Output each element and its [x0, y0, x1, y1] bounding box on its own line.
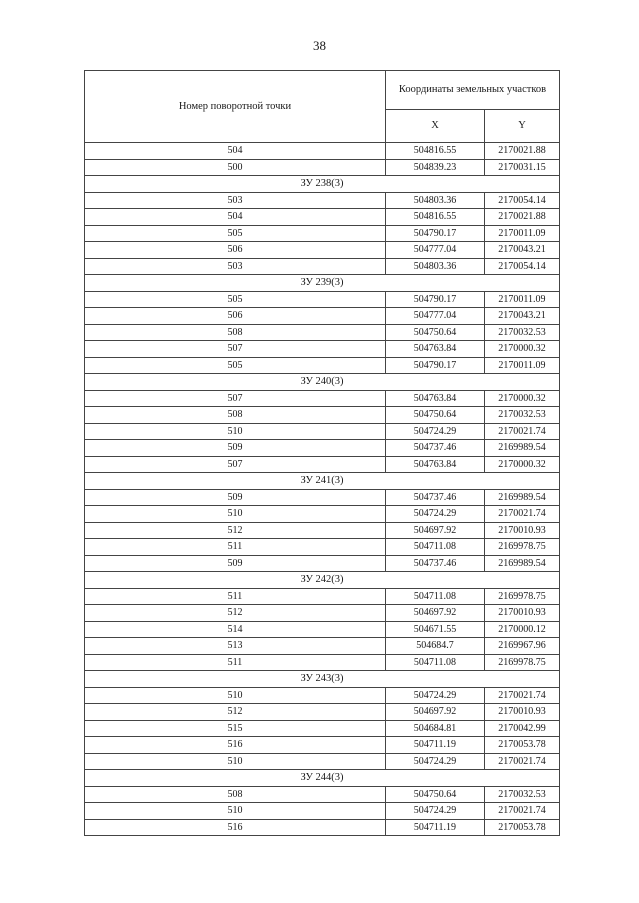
point-number-cell: 510	[85, 506, 386, 523]
point-number-cell: 510	[85, 803, 386, 820]
point-number-cell: 508	[85, 786, 386, 803]
table-row	[85, 605, 560, 622]
point-number-cell: 509	[85, 440, 386, 457]
group-label: ЗУ 240(3)	[85, 374, 560, 391]
y-coordinate-cell: 2170021.74	[485, 753, 560, 770]
header-coordinates: Координаты земельных участков	[386, 71, 560, 110]
x-coordinate-cell: 504724.29	[386, 687, 485, 704]
y-coordinate-cell: 2170000.12	[485, 621, 560, 638]
y-coordinate-cell: 2170021.88	[485, 143, 560, 160]
y-coordinate-cell: 2170021.74	[485, 423, 560, 440]
table-row	[85, 242, 560, 259]
table-row	[85, 143, 560, 160]
x-coordinate-cell: 504737.46	[386, 555, 485, 572]
y-coordinate-cell: 2170054.14	[485, 258, 560, 275]
table-row	[85, 506, 560, 523]
point-number-cell: 514	[85, 621, 386, 638]
y-coordinate-cell: 2170011.09	[485, 225, 560, 242]
group-row	[85, 770, 560, 787]
point-number-cell: 511	[85, 539, 386, 556]
x-coordinate-cell: 504790.17	[386, 291, 485, 308]
x-coordinate-cell: 504750.64	[386, 324, 485, 341]
table-row	[85, 209, 560, 226]
group-row	[85, 572, 560, 589]
group-label: ЗУ 242(3)	[85, 572, 560, 589]
point-number-cell: 509	[85, 555, 386, 572]
point-number-cell: 512	[85, 605, 386, 622]
x-coordinate-cell: 504684.7	[386, 638, 485, 655]
table-row	[85, 159, 560, 176]
y-coordinate-cell: 2170032.53	[485, 407, 560, 424]
y-coordinate-cell: 2170010.93	[485, 704, 560, 721]
point-number-cell: 510	[85, 423, 386, 440]
y-coordinate-cell: 2170000.32	[485, 456, 560, 473]
x-coordinate-cell: 504697.92	[386, 522, 485, 539]
table-row	[85, 539, 560, 556]
point-number-cell: 507	[85, 456, 386, 473]
table-row	[85, 786, 560, 803]
y-coordinate-cell: 2170053.78	[485, 819, 560, 836]
x-coordinate-cell: 504684.81	[386, 720, 485, 737]
x-coordinate-cell: 504763.84	[386, 341, 485, 358]
table-row	[85, 192, 560, 209]
table-row	[85, 803, 560, 820]
y-coordinate-cell: 2169989.54	[485, 440, 560, 457]
point-number-cell: 505	[85, 225, 386, 242]
x-coordinate-cell: 504803.36	[386, 258, 485, 275]
table-row	[85, 291, 560, 308]
x-coordinate-cell: 504711.08	[386, 588, 485, 605]
table-row	[85, 440, 560, 457]
x-coordinate-cell: 504790.17	[386, 225, 485, 242]
table-header	[85, 71, 560, 143]
point-number-cell: 511	[85, 588, 386, 605]
y-coordinate-cell: 2170032.53	[485, 786, 560, 803]
y-coordinate-cell: 2169978.75	[485, 588, 560, 605]
x-coordinate-cell: 504724.29	[386, 506, 485, 523]
table-row	[85, 423, 560, 440]
table-row	[85, 638, 560, 655]
table-row	[85, 341, 560, 358]
table-row	[85, 555, 560, 572]
x-coordinate-cell: 504697.92	[386, 605, 485, 622]
header-point-number: Номер поворотной точки	[85, 71, 386, 143]
table-row	[85, 819, 560, 836]
x-coordinate-cell: 504671.55	[386, 621, 485, 638]
group-row	[85, 176, 560, 193]
group-row	[85, 374, 560, 391]
x-coordinate-cell: 504697.92	[386, 704, 485, 721]
y-coordinate-cell: 2169967.96	[485, 638, 560, 655]
table-row	[85, 456, 560, 473]
group-label: ЗУ 238(3)	[85, 176, 560, 193]
y-coordinate-cell: 2170021.74	[485, 506, 560, 523]
table-row	[85, 737, 560, 754]
y-coordinate-cell: 2170011.09	[485, 291, 560, 308]
x-coordinate-cell: 504711.08	[386, 539, 485, 556]
point-number-cell: 506	[85, 308, 386, 325]
table-row	[85, 621, 560, 638]
point-number-cell: 516	[85, 819, 386, 836]
x-coordinate-cell: 504839.23	[386, 159, 485, 176]
point-number-cell: 510	[85, 753, 386, 770]
point-number-cell: 516	[85, 737, 386, 754]
table-row	[85, 258, 560, 275]
header-x: X	[386, 110, 485, 143]
x-coordinate-cell: 504737.46	[386, 440, 485, 457]
y-coordinate-cell: 2170000.32	[485, 390, 560, 407]
x-coordinate-cell: 504777.04	[386, 242, 485, 259]
y-coordinate-cell: 2170021.74	[485, 803, 560, 820]
table-row	[85, 720, 560, 737]
table-row	[85, 654, 560, 671]
coordinates-table	[84, 70, 560, 836]
y-coordinate-cell: 2170054.14	[485, 192, 560, 209]
x-coordinate-cell: 504790.17	[386, 357, 485, 374]
point-number-cell: 507	[85, 390, 386, 407]
point-number-cell: 503	[85, 192, 386, 209]
x-coordinate-cell: 504750.64	[386, 407, 485, 424]
table-row	[85, 324, 560, 341]
x-coordinate-cell: 504763.84	[386, 390, 485, 407]
point-number-cell: 509	[85, 489, 386, 506]
y-coordinate-cell: 2170043.21	[485, 308, 560, 325]
point-number-cell: 512	[85, 704, 386, 721]
y-coordinate-cell: 2170053.78	[485, 737, 560, 754]
x-coordinate-cell: 504737.46	[386, 489, 485, 506]
table-row	[85, 390, 560, 407]
point-number-cell: 505	[85, 357, 386, 374]
group-row	[85, 473, 560, 490]
table-row	[85, 704, 560, 721]
point-number-cell: 512	[85, 522, 386, 539]
y-coordinate-cell: 2170010.93	[485, 605, 560, 622]
point-number-cell: 515	[85, 720, 386, 737]
y-coordinate-cell: 2169978.75	[485, 539, 560, 556]
x-coordinate-cell: 504777.04	[386, 308, 485, 325]
y-coordinate-cell: 2170021.88	[485, 209, 560, 226]
table-row	[85, 308, 560, 325]
x-coordinate-cell: 504711.08	[386, 654, 485, 671]
y-coordinate-cell: 2170010.93	[485, 522, 560, 539]
x-coordinate-cell: 504724.29	[386, 803, 485, 820]
point-number-cell: 504	[85, 143, 386, 160]
y-coordinate-cell: 2170000.32	[485, 341, 560, 358]
x-coordinate-cell: 504724.29	[386, 423, 485, 440]
x-coordinate-cell: 504724.29	[386, 753, 485, 770]
table-row	[85, 588, 560, 605]
point-number-cell: 506	[85, 242, 386, 259]
y-coordinate-cell: 2170042.99	[485, 720, 560, 737]
group-label: ЗУ 239(3)	[85, 275, 560, 292]
y-coordinate-cell: 2169989.54	[485, 555, 560, 572]
table-row	[85, 753, 560, 770]
point-number-cell: 511	[85, 654, 386, 671]
x-coordinate-cell: 504816.55	[386, 143, 485, 160]
table-body	[85, 143, 560, 836]
point-number-cell: 513	[85, 638, 386, 655]
point-number-cell: 508	[85, 324, 386, 341]
group-label: ЗУ 244(3)	[85, 770, 560, 787]
page-number: 38	[313, 38, 326, 53]
y-coordinate-cell: 2169978.75	[485, 654, 560, 671]
x-coordinate-cell: 504816.55	[386, 209, 485, 226]
table-row	[85, 687, 560, 704]
table-row	[85, 407, 560, 424]
y-coordinate-cell: 2170021.74	[485, 687, 560, 704]
x-coordinate-cell: 504763.84	[386, 456, 485, 473]
point-number-cell: 508	[85, 407, 386, 424]
point-number-cell: 503	[85, 258, 386, 275]
table-row	[85, 489, 560, 506]
group-label: ЗУ 241(3)	[85, 473, 560, 490]
point-number-cell: 507	[85, 341, 386, 358]
point-number-cell: 504	[85, 209, 386, 226]
y-coordinate-cell: 2170011.09	[485, 357, 560, 374]
y-coordinate-cell: 2170031.15	[485, 159, 560, 176]
point-number-cell: 500	[85, 159, 386, 176]
x-coordinate-cell: 504750.64	[386, 786, 485, 803]
table-row	[85, 522, 560, 539]
point-number-cell: 510	[85, 687, 386, 704]
group-label: ЗУ 243(3)	[85, 671, 560, 688]
group-row	[85, 275, 560, 292]
point-number-cell: 505	[85, 291, 386, 308]
group-row	[85, 671, 560, 688]
x-coordinate-cell: 504711.19	[386, 737, 485, 754]
y-coordinate-cell: 2170032.53	[485, 324, 560, 341]
y-coordinate-cell: 2170043.21	[485, 242, 560, 259]
x-coordinate-cell: 504803.36	[386, 192, 485, 209]
y-coordinate-cell: 2169989.54	[485, 489, 560, 506]
table-row	[85, 225, 560, 242]
x-coordinate-cell: 504711.19	[386, 819, 485, 836]
table-row	[85, 357, 560, 374]
header-y: Y	[485, 110, 560, 143]
